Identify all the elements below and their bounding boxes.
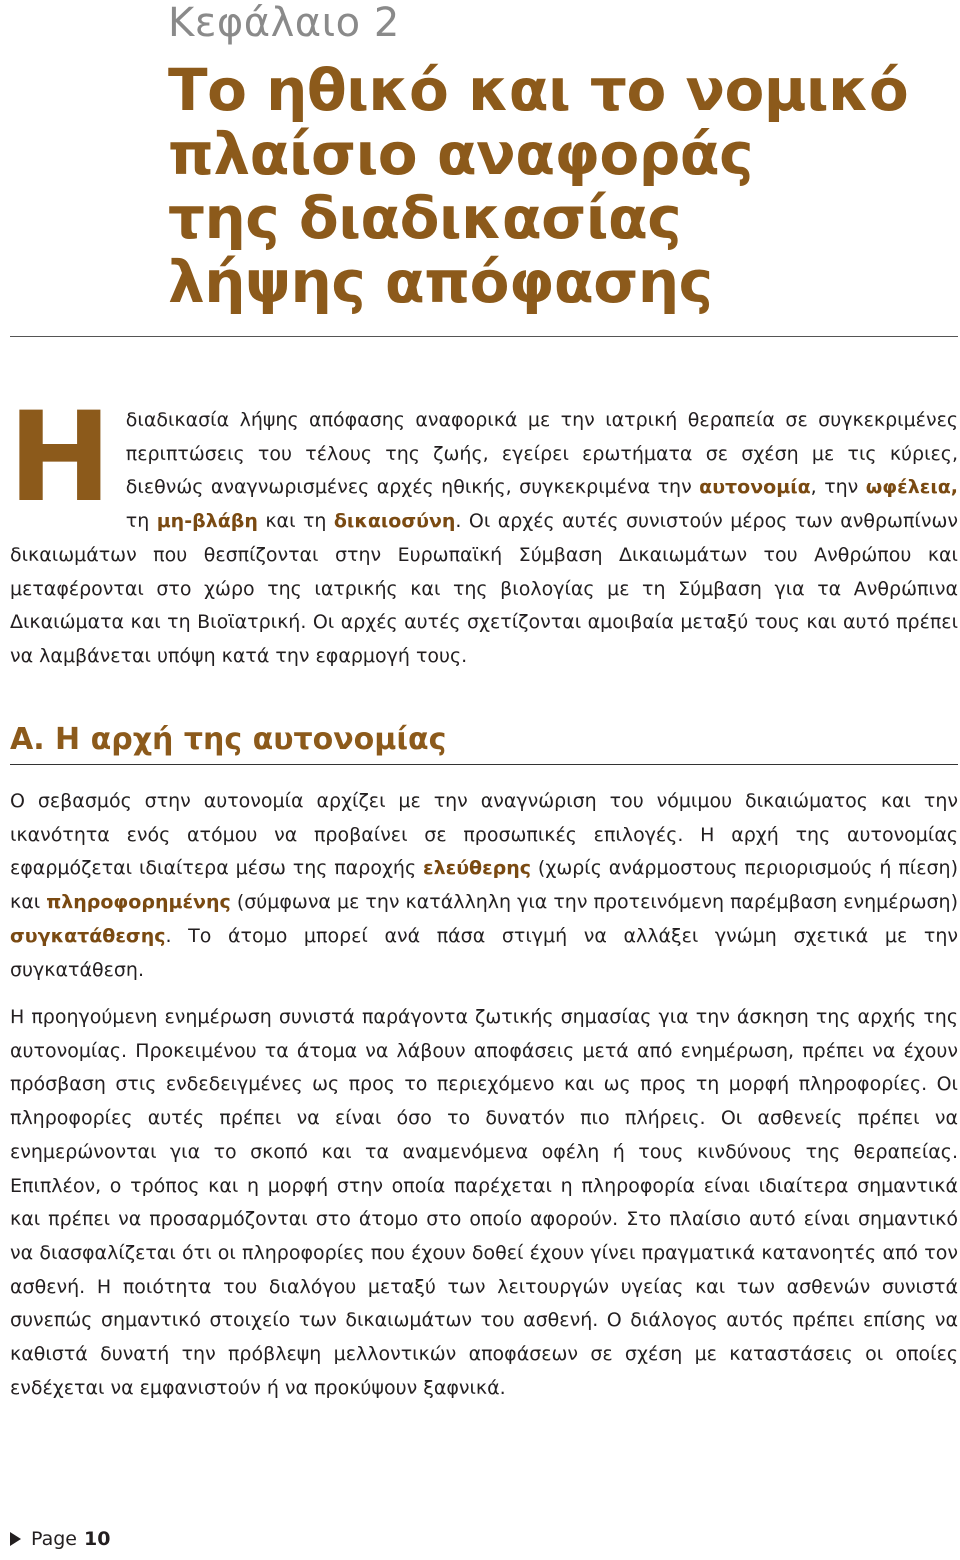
term-non-maleficence: μη-βλάβη	[156, 510, 258, 533]
section-heading: Α. Η αρχή της αυτονομίας	[10, 718, 958, 765]
chapter-title-line: λήψης απόφασης	[168, 248, 713, 316]
chapter-title	[168, 58, 948, 314]
paragraph-text: Ο σεβασμός στην αυτονομία αρχίζει με την αναγνώριση του νόμιμου δικαιώματος και την ικανότητα ενός ατόμου να προβαίνει σε προσωπικές επιλογές. Η αρχή της αυτονομίας εφαρμόζεται ιδιαίτερα μέσω της παροχής	[10, 790, 958, 880]
chapter-title-line: της διαδικασίας	[168, 184, 682, 252]
intro-text: διαδικασία λήψης απόφασης αναφορικά με την ιατρική θεραπεία σε συγκεκριμένες περιπτώσεις του τέλους της ζωής, εγείρει ερωτήματα σε σχέση με τις κύριες, διεθνώς αναγνωρισμένες αρχές ηθικής, συγκεκριμένα την	[125, 409, 958, 499]
intro-text: . Οι αρχές αυτές συνιστούν μέρος των ανθρωπίνων δικαιωμάτων που θεσπίζονται στην Ευρωπαϊκή Σύμβαση Δικαιωμάτων του Ανθρώπου και μεταφέρονται στο χώρο της ιατρικής και της βιολογίας με τη Σύμβαση για τα Ανθρώπινα Δικαιώματα και τη Βιοϊατρική. Οι αρχές αυτές σχετίζονται αμοιβαία μεταξύ τους και αυτό πρέπει να λαμβάνεται υπόψη κατά την εφαρμογή τους.	[10, 510, 958, 667]
page-number: 10	[84, 1528, 111, 1550]
body-paragraph: Η προηγούμενη ενημέρωση συνιστά παράγοντα ζωτικής σημασίας για την άσκηση της αρχής της αυτονομίας. Προκειμένου τα άτομα να λάβουν αποφάσεις μετά από ενημέρωση, πρέπει να έχουν πρόσβαση στις ενδεδειγμένες ως προς το περιεχόμενο και ως προς τη μορφή πληροφορίες. Οι πληροφορίες αυτές πρέπει να είναι όσο το δυνατόν πιο πλήρεις. Οι ασθενείς πρέπει να ενημερώνονται για το σκοπό και τα αναμενόμενα οφέλη ή τους κινδύνους της θεραπείας. Επιπλέον, ο τρόπος και η μορφή στην οποία παρέχεται η πληροφορία είναι ιδιαίτερα σημαντικά και πρέπει να προσαρμόζονται στο άτομο στο οποίο αφορούν. Στο πλαίσιο αυτό είναι σημαντικό να διασφαλίζεται ότι οι πληροφορίες που έχουν δοθεί έχουν γίνει πραγματικά κατανοητές από τον ασθενή. Η ποιότητα του διαλόγου μεταξύ των λειτουργών υγείας και των ασθενών συνιστά συνεπώς σημαντικό στοιχείο των δικαιωμάτων του ασθενή. Ο διάλογος αυτός πρέπει επίσης να καθιστά δυνατή την πρόβλεψη μελλοντικών αποφάσεων σε σχέση με καταστάσεις οι οποίες ενδέχεται να εμφανιστούν ή να προκύψουν ξαφνικά.	[10, 1006, 958, 1399]
term-informed: πληροφορημένης	[46, 891, 231, 914]
page-label: Page	[31, 1528, 77, 1550]
intro-paragraph	[8, 386, 958, 674]
term-free: ελεύθερης	[423, 857, 532, 880]
chapter-label: Κεφάλαιο 2	[168, 0, 400, 46]
paragraph-text: . Το άτομο μπορεί ανά πάσα στιγμή να αλλάξει γνώμη σχετικά με την συγκατάθεση.	[10, 924, 958, 981]
term-justice: δικαιοσύνη	[333, 510, 456, 533]
chapter-title-line: πλαίσιο αναφοράς	[168, 120, 753, 188]
dropcap: Η	[8, 386, 112, 530]
term-consent: συγκατάθεσης	[10, 924, 166, 947]
intro-text: και τη	[257, 510, 334, 533]
triangle-right-icon	[10, 1532, 21, 1546]
term-autonomy: αυτονομία	[699, 476, 811, 499]
body-paragraph	[10, 785, 958, 987]
intro-text: , την	[810, 476, 866, 499]
chapter-title-line: Το ηθικό και το νομικό	[168, 56, 909, 124]
paragraph-text: (χωρίς ανάρμοστους περιορισμούς ή πίεση) και	[10, 857, 958, 914]
term-beneficence: ωφέλεια,	[865, 476, 958, 499]
paragraph-text: (σύμφωνα με την κατάλληλη για την προτεινόμενη παρέμβαση ενημέρωση)	[230, 891, 958, 914]
page-footer	[10, 1528, 110, 1550]
title-divider	[10, 336, 958, 337]
intro-text: τη	[125, 510, 157, 533]
